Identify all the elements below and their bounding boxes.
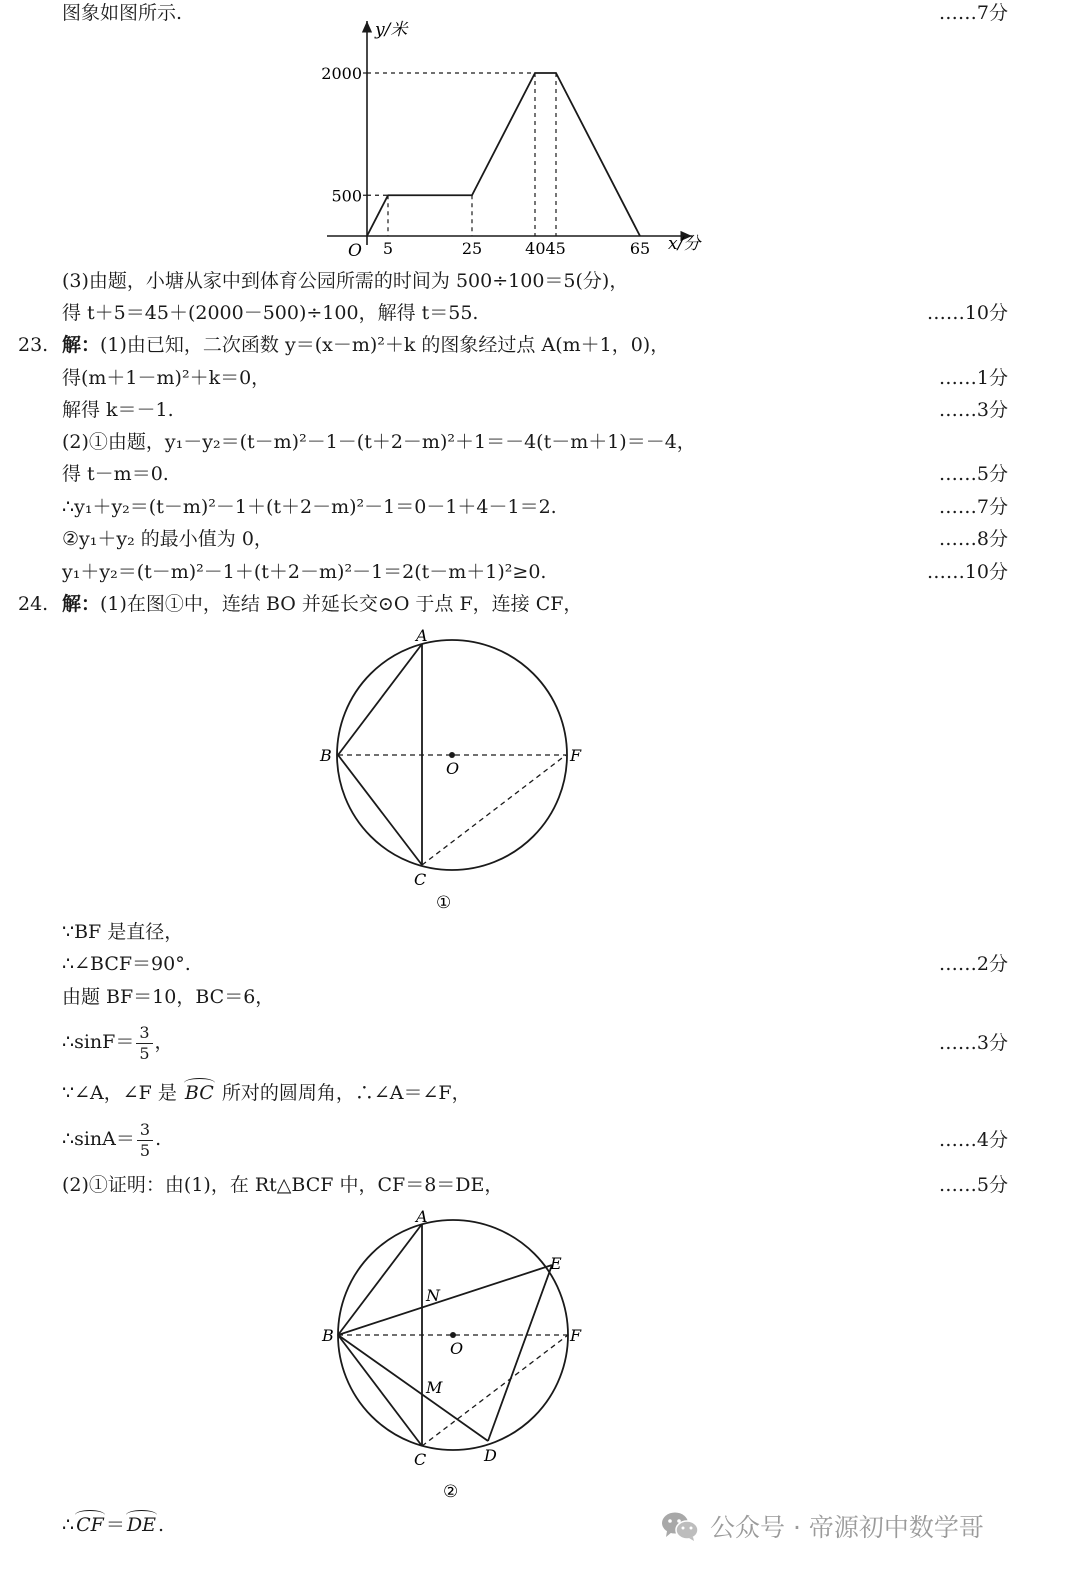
point-label-m: M [426,1378,443,1397]
formula-prefix: ∴sinA＝ [62,1128,135,1150]
text-line: ∴y₁＋y₂＝(t－m)²－1＋(t＋2－m)²－1＝0－1＋4－1＝2. [62,496,557,518]
center-point [450,1332,456,1338]
x-tick-label: 5 [382,239,394,258]
arc-symbol [126,1510,157,1520]
text-line [62,1512,164,1538]
solution-label: 解： [62,593,101,615]
text-line [62,1080,471,1106]
text-line [62,332,669,358]
score-label: ……4分 [938,1129,1008,1151]
text-segment: ∵∠A，∠F 是 [62,1082,177,1104]
numerator: 3 [136,1023,152,1044]
origin-label: O [348,241,362,260]
point-label-a: A [416,626,428,645]
text-line: ②y₁＋y₂ 的最小值为 0， [62,528,273,550]
text-segment: ＝ [105,1514,125,1536]
arc-notation [125,1512,158,1538]
arc-label: CF [76,1514,104,1536]
denominator: 5 [139,1140,151,1160]
numerator: 3 [137,1120,153,1141]
text-line: y₁＋y₂＝(t－m)²－1＋(t＋2－m)²－1＝2(t－m＋1)²≥0. [62,561,547,583]
segment-de [488,1265,552,1441]
text-line: (3)由题，小塘从家中到体育公园所需的时间为 500÷100＝5(分)， [62,270,629,292]
score-label: ……7分 [938,2,1008,24]
point-label-b: B [322,1326,334,1345]
formula-suffix: . [155,1128,162,1150]
center-point [449,752,455,758]
x-tick-label: 25 [461,239,483,258]
question-number: 24. [18,593,49,615]
text-segment: . [157,1514,164,1536]
point-label-c: C [414,1450,427,1469]
point-label-e: E [550,1254,562,1273]
segment-bc [338,1335,422,1446]
distance-time-chart [300,15,720,260]
y-tick-label: 2000 [321,64,362,83]
text-line: 得(m＋1－m)²＋k＝0， [62,367,271,389]
text-line: ∴∠BCF＝90°. [62,953,191,975]
x-tick-label: 65 [629,239,651,258]
text-line: 得 t＋5＝45＋(2000－500)÷100，解得 t＝55. [62,302,479,324]
series-line [367,73,640,236]
point-label-a: A [416,1207,428,1226]
text-segment: 所对的圆周角，∴∠A＝∠F， [221,1082,471,1104]
point-label-o: O [450,1339,464,1358]
text-line [62,1117,161,1161]
watermark [660,1508,984,1544]
score-label: ……3分 [938,399,1008,421]
point-label-f: F [570,746,582,765]
fraction [137,1120,153,1161]
score-label: ……10分 [926,561,1008,583]
circle-figure-2 [310,1205,600,1507]
formula-suffix: ， [154,1031,174,1053]
point-label-b: B [320,746,332,765]
question-number: 23. [18,334,49,356]
arc-label: DE [126,1514,156,1536]
arc-symbol [184,1078,215,1088]
text-line: 得 t－m＝0. [62,463,169,485]
segment-cf [422,755,566,865]
segment-be [338,1265,552,1335]
score-label: ……8分 [938,528,1008,550]
segment-ab [338,1224,422,1335]
arc-label: BC [184,1082,214,1104]
circle-figure-1 [310,622,600,917]
score-label: ……7分 [938,496,1008,518]
x-axis-label: x/分 [668,234,701,254]
text-line: (1)在图①中，连结 BO 并延长交⊙O 于点 F，连接 CF， [100,593,583,615]
formula-prefix: ∴sinF＝ [62,1031,135,1053]
y-axis-label: y/米 [375,20,408,40]
text-line: 解得 k＝－1. [62,399,174,421]
x-tick-label: 4045 [525,239,566,258]
score-label: ……2分 [938,953,1008,975]
segment-cf [422,1335,568,1446]
text-line: 由题 BF＝10，BC＝6， [62,986,275,1008]
score-label: ……1分 [938,367,1008,389]
score-label: ……5分 [938,463,1008,485]
figure-caption: ① [436,893,452,913]
point-label-d: D [484,1446,497,1465]
text-line [62,1020,174,1064]
text-line [62,591,582,617]
y-tick-label: 500 [331,186,362,206]
score-label: ……3分 [938,1032,1008,1054]
text-line: ∵BF 是直径， [62,921,184,943]
watermark-text: 公众号 · 帝源初中数学哥 [710,1513,984,1542]
score-label: ……10分 [926,302,1008,324]
denominator: 5 [139,1043,150,1063]
point-label-f: F [570,1326,582,1345]
point-label-c: C [414,870,427,889]
fraction [136,1023,152,1064]
text-line: (2)①证明：由(1)，在 Rt△BCF 中，CF＝8＝DE， [62,1174,504,1196]
point-label-o: O [446,759,460,778]
text-line: (2)①由题，y₁－y₂＝(t－m)²－1－(t＋2－m)²＋1＝－4(t－m＋1)＝－4， [62,431,696,453]
point-label-n: N [426,1286,440,1305]
arc-notation [74,1512,106,1538]
score-label: ……5分 [938,1174,1008,1196]
text-line: 图象如图所示. [62,2,183,24]
solution-label: 解： [62,334,101,356]
figure-caption: ② [443,1482,459,1502]
arc-notation [183,1080,216,1106]
segment-bd [338,1335,488,1441]
text-line: (1)由已知，二次函数 y＝(x－m)²＋k 的图象经过点 A(m＋1，0)， [100,334,670,356]
arc-symbol [75,1510,105,1520]
text-segment: ∴ [62,1514,75,1536]
wechat-icon [660,1510,700,1542]
